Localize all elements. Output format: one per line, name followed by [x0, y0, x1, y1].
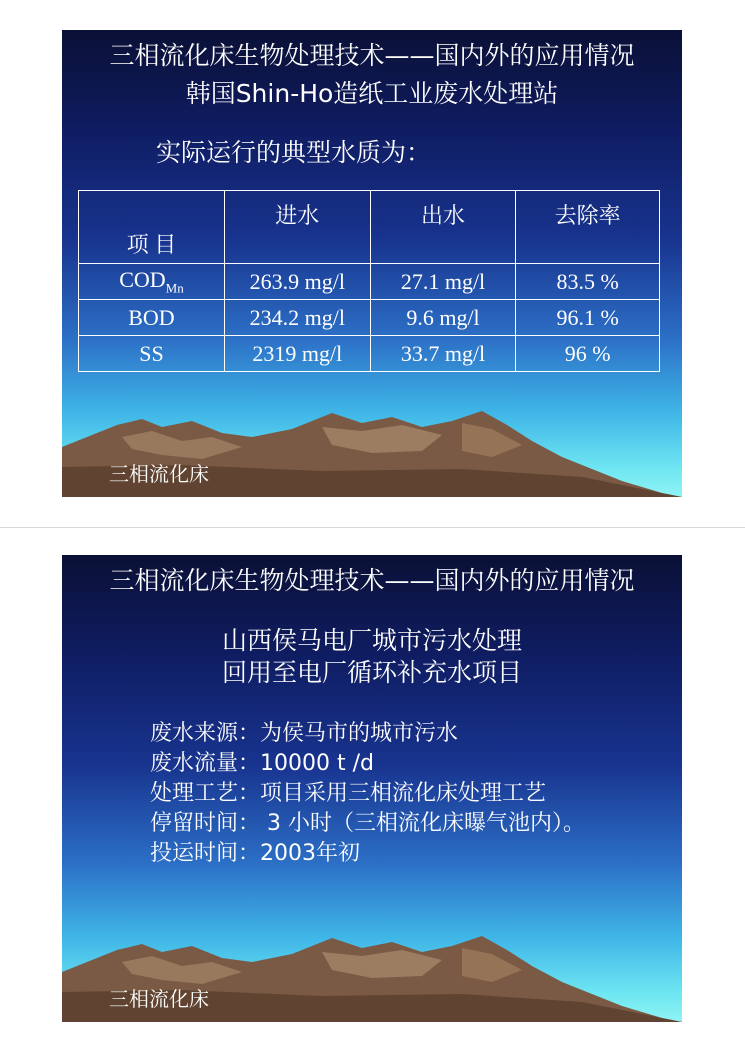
- slide-subtitle-line-2: 回用至电厂循环补充水项目: [221, 658, 522, 687]
- table-header-row: [79, 191, 660, 264]
- header-removal: 去除率: [516, 191, 660, 264]
- row-outflow: 27.1 mg/l: [370, 264, 516, 300]
- row-removal: 96 %: [516, 336, 660, 372]
- table-row: [79, 336, 660, 372]
- slide-2: [62, 555, 682, 1022]
- header-inflow: 进水: [224, 191, 370, 264]
- row-inflow: 2319 mg/l: [224, 336, 370, 372]
- page-divider: [0, 527, 745, 528]
- slide-title: 三相流化床生物处理技术——国内外的应用情况: [109, 566, 635, 595]
- slide-subtitle: 韩国Shin-Ho造纸工业废水处理站: [185, 79, 559, 108]
- row-removal: 96.1 %: [516, 300, 660, 336]
- project-details: [150, 719, 585, 869]
- slide-caption: 三相流化床: [109, 987, 209, 1011]
- slide-caption: 三相流化床: [109, 462, 209, 486]
- slide-subtitle-line-1: 山西侯马电厂城市污水处理: [221, 626, 522, 655]
- detail-process: 处理工艺：项目采用三相流化床处理工艺: [150, 781, 547, 806]
- water-quality-table: [78, 190, 660, 372]
- detail-retention: 停留时间： 3 小时（三相流化床曝气池内）。: [150, 811, 585, 836]
- detail-flow: 废水流量：10000 t /d: [150, 751, 374, 776]
- row-inflow: 263.9 mg/l: [224, 264, 370, 300]
- intro-text: 实际运行的典型水质为：: [156, 138, 432, 167]
- detail-source: 废水来源：为侯马市的城市污水: [150, 721, 459, 746]
- slide-1: [62, 30, 682, 497]
- table-row: [79, 300, 660, 336]
- row-item: $COD_{Mn}$: [79, 264, 225, 300]
- detail-start: 投运时间：2003年初: [150, 841, 360, 866]
- header-outflow: 出水: [370, 191, 516, 264]
- row-outflow: 33.7 mg/l: [370, 336, 516, 372]
- row-outflow: 9.6 mg/l: [370, 300, 516, 336]
- row-removal: 83.5 %: [516, 264, 660, 300]
- row-item: BOD: [79, 300, 225, 336]
- row-inflow: 234.2 mg/l: [224, 300, 370, 336]
- table-row: [79, 264, 660, 300]
- header-item: 项 目: [79, 191, 225, 264]
- slide-title: 三相流化床生物处理技术——国内外的应用情况: [109, 41, 635, 70]
- row-item: SS: [79, 336, 225, 372]
